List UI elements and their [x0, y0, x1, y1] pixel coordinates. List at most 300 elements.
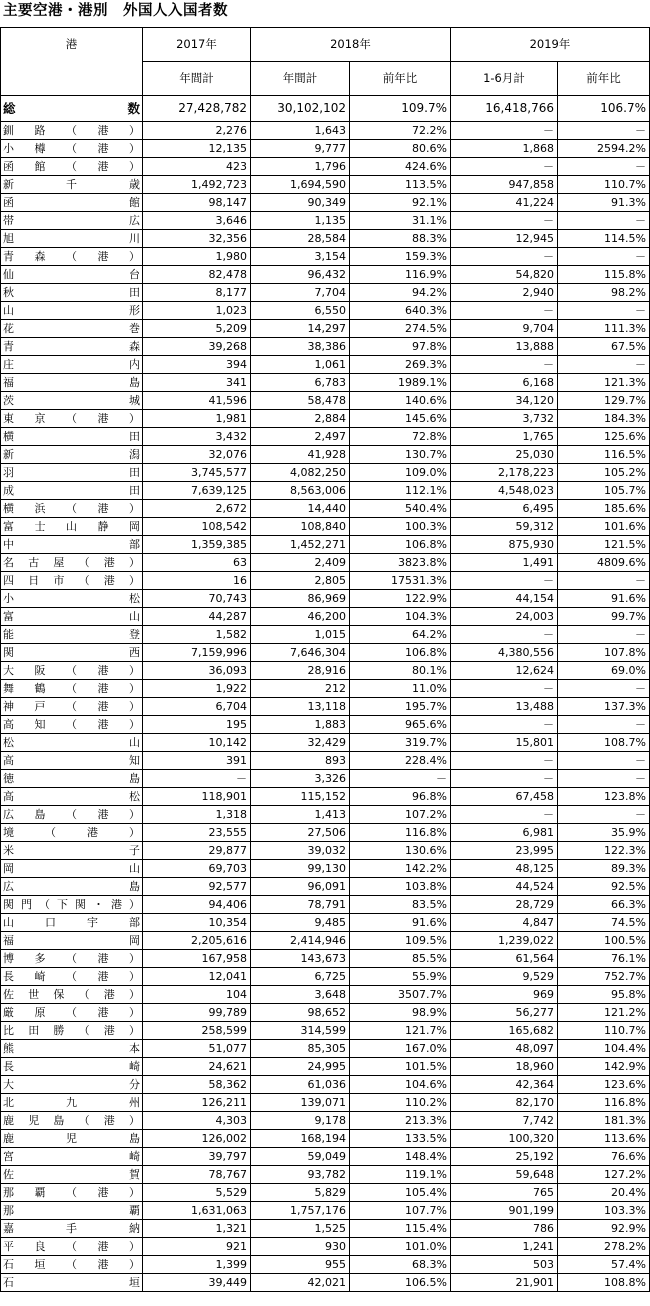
value-2018-cell: 3,326: [251, 770, 350, 788]
yoy-2018-cell: 119.1%: [350, 1166, 451, 1184]
total-2017: 27,428,782: [143, 96, 251, 122]
yoy-2019-cell: 127.2%: [558, 1166, 650, 1184]
value-2019-cell: 947,858: [451, 176, 558, 194]
yoy-2018-cell: 88.3%: [350, 230, 451, 248]
yoy-2018-cell: 148.4%: [350, 1148, 451, 1166]
yoy-2019-cell: 92.5%: [558, 878, 650, 896]
table-row: [1, 320, 650, 338]
value-2017-cell: 39,449: [143, 1274, 251, 1292]
value-2019-cell: 34,120: [451, 392, 558, 410]
value-2018-cell: 893: [251, 752, 350, 770]
value-2017-cell: 104: [143, 986, 251, 1004]
value-2017-cell: 10,142: [143, 734, 251, 752]
value-2018-cell: 14,297: [251, 320, 350, 338]
yoy-2019-cell: －: [558, 680, 650, 698]
value-2017-cell: 78,767: [143, 1166, 251, 1184]
yoy-2018-cell: 97.8%: [350, 338, 451, 356]
port-name-cell: 鹿 児 島 （ 港 ）: [1, 1112, 143, 1130]
yoy-2019-cell: 99.7%: [558, 608, 650, 626]
value-2019-cell: 25,192: [451, 1148, 558, 1166]
header-2018: 2018年: [251, 28, 451, 62]
value-2019-cell: －: [451, 302, 558, 320]
value-2018-cell: 955: [251, 1256, 350, 1274]
value-2017-cell: 41,596: [143, 392, 251, 410]
yoy-2018-cell: 85.5%: [350, 950, 451, 968]
yoy-2018-cell: 109.5%: [350, 932, 451, 950]
value-2017-cell: 341: [143, 374, 251, 392]
value-2017-cell: 92,577: [143, 878, 251, 896]
yoy-2019-cell: 57.4%: [558, 1256, 650, 1274]
yoy-2019-cell: 122.3%: [558, 842, 650, 860]
yoy-2019-cell: 92.9%: [558, 1220, 650, 1238]
yoy-2018-cell: 100.3%: [350, 518, 451, 536]
port-name-cell: 石 垣 （ 港 ）: [1, 1256, 143, 1274]
value-2019-cell: 13,488: [451, 698, 558, 716]
yoy-2018-cell: 68.3%: [350, 1256, 451, 1274]
port-name-cell: 帯 広: [1, 212, 143, 230]
yoy-2018-cell: 195.7%: [350, 698, 451, 716]
value-2017-cell: 2,672: [143, 500, 251, 518]
yoy-2018-cell: 140.6%: [350, 392, 451, 410]
value-2017-cell: －: [143, 770, 251, 788]
value-2018-cell: 1,883: [251, 716, 350, 734]
value-2018-cell: 2,884: [251, 410, 350, 428]
value-2018-cell: 1,796: [251, 158, 350, 176]
value-2018-cell: 58,478: [251, 392, 350, 410]
yoy-2019-cell: 100.5%: [558, 932, 650, 950]
table-row: [1, 1004, 650, 1022]
table-row: [1, 176, 650, 194]
value-2017-cell: 98,147: [143, 194, 251, 212]
value-2018-cell: 1,135: [251, 212, 350, 230]
value-2018-cell: 2,414,946: [251, 932, 350, 950]
value-2019-cell: 28,729: [451, 896, 558, 914]
yoy-2019-cell: 185.6%: [558, 500, 650, 518]
value-2018-cell: 1,061: [251, 356, 350, 374]
value-2018-cell: 41,928: [251, 446, 350, 464]
value-2018-cell: 14,440: [251, 500, 350, 518]
value-2017-cell: 63: [143, 554, 251, 572]
page-title: 主要空港・港別 外国人入国者数: [3, 3, 228, 19]
table-row: [1, 788, 650, 806]
table-row: [1, 410, 650, 428]
port-name-cell: 高 知: [1, 752, 143, 770]
yoy-2018-cell: 106.8%: [350, 536, 451, 554]
yoy-2019-cell: －: [558, 302, 650, 320]
value-2018-cell: 39,032: [251, 842, 350, 860]
value-2019-cell: 4,380,556: [451, 644, 558, 662]
value-2017-cell: 167,958: [143, 950, 251, 968]
value-2018-cell: 96,091: [251, 878, 350, 896]
yoy-2019-cell: 181.3%: [558, 1112, 650, 1130]
value-2018-cell: 2,805: [251, 572, 350, 590]
value-2017-cell: 99,789: [143, 1004, 251, 1022]
value-2018-cell: 99,130: [251, 860, 350, 878]
yoy-2019-cell: －: [558, 248, 650, 266]
yoy-2018-cell: 109.0%: [350, 464, 451, 482]
yoy-2018-cell: 424.6%: [350, 158, 451, 176]
value-2019-cell: －: [451, 248, 558, 266]
port-name-cell: 境 （ 港 ）: [1, 824, 143, 842]
yoy-2018-cell: 92.1%: [350, 194, 451, 212]
port-name-cell: 福 島: [1, 374, 143, 392]
yoy-2019-cell: 101.6%: [558, 518, 650, 536]
value-2018-cell: 24,995: [251, 1058, 350, 1076]
value-2018-cell: 1,452,271: [251, 536, 350, 554]
yoy-2019-cell: 125.6%: [558, 428, 650, 446]
port-name-cell: 能 登: [1, 626, 143, 644]
port-name-cell: 平 良 （ 港 ）: [1, 1238, 143, 1256]
value-2017-cell: 8,177: [143, 284, 251, 302]
value-2017-cell: 1,980: [143, 248, 251, 266]
value-2019-cell: 24,003: [451, 608, 558, 626]
value-2019-cell: 42,364: [451, 1076, 558, 1094]
port-name-cell: 四 日 市 （ 港 ）: [1, 572, 143, 590]
table-row: [1, 734, 650, 752]
value-2019-cell: －: [451, 716, 558, 734]
port-name-cell: 熊 本: [1, 1040, 143, 1058]
value-2017-cell: 36,093: [143, 662, 251, 680]
yoy-2019-cell: －: [558, 770, 650, 788]
yoy-2019-cell: 137.3%: [558, 698, 650, 716]
table-row: [1, 374, 650, 392]
value-2017-cell: 51,077: [143, 1040, 251, 1058]
value-2017-cell: 1,631,063: [143, 1202, 251, 1220]
value-2017-cell: 108,542: [143, 518, 251, 536]
value-2018-cell: 8,563,006: [251, 482, 350, 500]
value-2019-cell: 7,742: [451, 1112, 558, 1130]
port-name-cell: 神 戸 （ 港 ）: [1, 698, 143, 716]
value-2018-cell: 7,704: [251, 284, 350, 302]
value-2019-cell: 48,097: [451, 1040, 558, 1058]
yoy-2019-cell: 113.6%: [558, 1130, 650, 1148]
table-row: [1, 680, 650, 698]
value-2019-cell: 2,178,223: [451, 464, 558, 482]
yoy-2019-cell: 105.7%: [558, 482, 650, 500]
yoy-2019-cell: 123.6%: [558, 1076, 650, 1094]
value-2018-cell: 5,829: [251, 1184, 350, 1202]
yoy-2018-cell: 1989.1%: [350, 374, 451, 392]
value-2019-cell: －: [451, 770, 558, 788]
header-h1-2019: 1-6月計: [451, 62, 558, 96]
port-name-cell: 嘉 手 納: [1, 1220, 143, 1238]
yoy-2018-cell: 103.8%: [350, 878, 451, 896]
value-2019-cell: 503: [451, 1256, 558, 1274]
yoy-2018-cell: 130.6%: [350, 842, 451, 860]
value-2018-cell: 1,413: [251, 806, 350, 824]
value-2019-cell: 765: [451, 1184, 558, 1202]
table-row: [1, 1076, 650, 1094]
value-2019-cell: 6,495: [451, 500, 558, 518]
yoy-2019-cell: 66.3%: [558, 896, 650, 914]
yoy-2019-cell: 91.3%: [558, 194, 650, 212]
yoy-2018-cell: 228.4%: [350, 752, 451, 770]
value-2017-cell: 7,159,996: [143, 644, 251, 662]
port-name-cell: 宮 崎: [1, 1148, 143, 1166]
port-name-cell: 中 部: [1, 536, 143, 554]
value-2017-cell: 1,922: [143, 680, 251, 698]
table-row: [1, 428, 650, 446]
value-2019-cell: 1,765: [451, 428, 558, 446]
value-2019-cell: 4,847: [451, 914, 558, 932]
arrivals-table: [0, 27, 650, 1292]
value-2017-cell: 258,599: [143, 1022, 251, 1040]
table-row: [1, 1058, 650, 1076]
yoy-2018-cell: 116.9%: [350, 266, 451, 284]
port-name-cell: 高 松: [1, 788, 143, 806]
value-2017-cell: 394: [143, 356, 251, 374]
yoy-2019-cell: 98.2%: [558, 284, 650, 302]
value-2019-cell: 44,524: [451, 878, 558, 896]
value-2018-cell: 115,152: [251, 788, 350, 806]
table-row: [1, 356, 650, 374]
yoy-2018-cell: 91.6%: [350, 914, 451, 932]
table-row: [1, 896, 650, 914]
table-row: [1, 770, 650, 788]
value-2019-cell: 18,960: [451, 1058, 558, 1076]
value-2018-cell: 86,969: [251, 590, 350, 608]
value-2017-cell: 29,877: [143, 842, 251, 860]
table-row: [1, 518, 650, 536]
value-2017-cell: 1,981: [143, 410, 251, 428]
yoy-2019-cell: 35.9%: [558, 824, 650, 842]
value-2017-cell: 39,268: [143, 338, 251, 356]
yoy-2018-cell: 142.2%: [350, 860, 451, 878]
yoy-2019-cell: 95.8%: [558, 986, 650, 1004]
value-2018-cell: 93,782: [251, 1166, 350, 1184]
value-2018-cell: 1,757,176: [251, 1202, 350, 1220]
yoy-2018-cell: 64.2%: [350, 626, 451, 644]
value-2018-cell: 139,071: [251, 1094, 350, 1112]
yoy-2018-cell: 319.7%: [350, 734, 451, 752]
yoy-2019-cell: 752.7%: [558, 968, 650, 986]
yoy-2018-cell: 72.2%: [350, 122, 451, 140]
value-2018-cell: 1,694,590: [251, 176, 350, 194]
yoy-2019-cell: 129.7%: [558, 392, 650, 410]
value-2019-cell: －: [451, 806, 558, 824]
yoy-2019-cell: 107.8%: [558, 644, 650, 662]
yoy-2019-cell: 91.6%: [558, 590, 650, 608]
value-2019-cell: 6,168: [451, 374, 558, 392]
value-2019-cell: 61,564: [451, 950, 558, 968]
value-2018-cell: 1,643: [251, 122, 350, 140]
port-name-cell: 庄 内: [1, 356, 143, 374]
value-2018-cell: 59,049: [251, 1148, 350, 1166]
yoy-2019-cell: －: [558, 212, 650, 230]
value-2017-cell: 3,646: [143, 212, 251, 230]
value-2017-cell: 69,703: [143, 860, 251, 878]
total-2018: 30,102,102: [251, 96, 350, 122]
yoy-2019-cell: 110.7%: [558, 176, 650, 194]
port-name-cell: 大 分: [1, 1076, 143, 1094]
value-2018-cell: 1,015: [251, 626, 350, 644]
yoy-2019-cell: 142.9%: [558, 1058, 650, 1076]
value-2017-cell: 5,529: [143, 1184, 251, 1202]
header-2017: 2017年: [143, 28, 251, 62]
value-2017-cell: 1,582: [143, 626, 251, 644]
port-name-cell: 広 島 （ 港 ）: [1, 806, 143, 824]
yoy-2018-cell: 101.5%: [350, 1058, 451, 1076]
table-row: [1, 860, 650, 878]
yoy-2018-cell: 113.5%: [350, 176, 451, 194]
value-2018-cell: 28,584: [251, 230, 350, 248]
yoy-2019-cell: 110.7%: [558, 1022, 650, 1040]
yoy-2019-cell: 116.5%: [558, 446, 650, 464]
yoy-2018-cell: 11.0%: [350, 680, 451, 698]
value-2019-cell: 4,548,023: [451, 482, 558, 500]
table-row: [1, 968, 650, 986]
table-row: [1, 1022, 650, 1040]
port-name-cell: 那 覇 （ 港 ）: [1, 1184, 143, 1202]
table-row: [1, 230, 650, 248]
value-2018-cell: 28,916: [251, 662, 350, 680]
value-2018-cell: 9,485: [251, 914, 350, 932]
port-name-cell: 佐 賀: [1, 1166, 143, 1184]
table-row: [1, 446, 650, 464]
yoy-2019-cell: 108.7%: [558, 734, 650, 752]
port-name-cell: 長 崎: [1, 1058, 143, 1076]
yoy-2018-cell: 121.7%: [350, 1022, 451, 1040]
yoy-2019-cell: －: [558, 122, 650, 140]
table-row: [1, 482, 650, 500]
yoy-2018-cell: 72.8%: [350, 428, 451, 446]
table-row: [1, 1256, 650, 1274]
value-2019-cell: 21,901: [451, 1274, 558, 1292]
yoy-2019-cell: 74.5%: [558, 914, 650, 932]
value-2017-cell: 39,797: [143, 1148, 251, 1166]
table-row: [1, 1274, 650, 1292]
port-name-cell: 青 森: [1, 338, 143, 356]
value-2019-cell: 56,277: [451, 1004, 558, 1022]
value-2018-cell: 13,118: [251, 698, 350, 716]
value-2017-cell: 1,023: [143, 302, 251, 320]
table-row: [1, 698, 650, 716]
value-2019-cell: 15,801: [451, 734, 558, 752]
yoy-2019-cell: 69.0%: [558, 662, 650, 680]
value-2017-cell: 12,041: [143, 968, 251, 986]
yoy-2018-cell: 540.4%: [350, 500, 451, 518]
table-row: [1, 644, 650, 662]
yoy-2018-cell: 122.9%: [350, 590, 451, 608]
value-2019-cell: 3,732: [451, 410, 558, 428]
yoy-2018-cell: 274.5%: [350, 320, 451, 338]
port-name-cell: 松 山: [1, 734, 143, 752]
port-name-cell: 高 知 （ 港 ）: [1, 716, 143, 734]
table-row: [1, 248, 650, 266]
port-name-cell: 那 覇: [1, 1202, 143, 1220]
value-2019-cell: 67,458: [451, 788, 558, 806]
yoy-2018-cell: 98.9%: [350, 1004, 451, 1022]
yoy-2018-cell: 145.6%: [350, 410, 451, 428]
yoy-2018-cell: 96.8%: [350, 788, 451, 806]
port-name-cell: 比 田 勝 （ 港 ）: [1, 1022, 143, 1040]
port-name-cell: 青 森 （ 港 ）: [1, 248, 143, 266]
value-2019-cell: 9,529: [451, 968, 558, 986]
table-row: [1, 302, 650, 320]
port-name-cell: 厳 原 （ 港 ）: [1, 1004, 143, 1022]
value-2018-cell: 314,599: [251, 1022, 350, 1040]
port-name-cell: 旭 川: [1, 230, 143, 248]
value-2018-cell: 7,646,304: [251, 644, 350, 662]
yoy-2019-cell: 104.4%: [558, 1040, 650, 1058]
value-2018-cell: 6,783: [251, 374, 350, 392]
yoy-2019-cell: 111.3%: [558, 320, 650, 338]
value-2019-cell: 59,648: [451, 1166, 558, 1184]
value-2019-cell: 23,995: [451, 842, 558, 860]
table-row: [1, 590, 650, 608]
port-name-cell: 羽 田: [1, 464, 143, 482]
value-2018-cell: 90,349: [251, 194, 350, 212]
value-2018-cell: 108,840: [251, 518, 350, 536]
value-2019-cell: －: [451, 212, 558, 230]
table-row: [1, 752, 650, 770]
value-2018-cell: 38,386: [251, 338, 350, 356]
value-2019-cell: 48,125: [451, 860, 558, 878]
value-2017-cell: 423: [143, 158, 251, 176]
yoy-2018-cell: 3823.8%: [350, 554, 451, 572]
yoy-2018-cell: 80.6%: [350, 140, 451, 158]
table-row: [1, 1166, 650, 1184]
port-name-cell: 福 岡: [1, 932, 143, 950]
value-2017-cell: 126,211: [143, 1094, 251, 1112]
table-row: [1, 1148, 650, 1166]
value-2018-cell: 4,082,250: [251, 464, 350, 482]
value-2018-cell: 98,652: [251, 1004, 350, 1022]
port-name-cell: 山 形: [1, 302, 143, 320]
value-2017-cell: 1,359,385: [143, 536, 251, 554]
total-row: [1, 96, 650, 122]
port-name-cell: 山 口 宇 部: [1, 914, 143, 932]
value-2017-cell: 921: [143, 1238, 251, 1256]
yoy-2019-cell: 116.8%: [558, 1094, 650, 1112]
value-2018-cell: 6,550: [251, 302, 350, 320]
yoy-2018-cell: 107.7%: [350, 1202, 451, 1220]
table-row: [1, 536, 650, 554]
value-2018-cell: 3,154: [251, 248, 350, 266]
port-name-cell: 釧 路 （ 港 ）: [1, 122, 143, 140]
yoy-2018-cell: 94.2%: [350, 284, 451, 302]
value-2017-cell: 1,318: [143, 806, 251, 824]
yoy-2018-cell: 101.0%: [350, 1238, 451, 1256]
value-2018-cell: 1,525: [251, 1220, 350, 1238]
value-2019-cell: 901,199: [451, 1202, 558, 1220]
table-row: [1, 1238, 650, 1256]
yoy-2018-cell: 159.3%: [350, 248, 451, 266]
value-2017-cell: 82,478: [143, 266, 251, 284]
table-row: [1, 284, 650, 302]
table-row: [1, 464, 650, 482]
value-2017-cell: 70,743: [143, 590, 251, 608]
port-name-cell: 北 九 州: [1, 1094, 143, 1112]
value-2017-cell: 94,406: [143, 896, 251, 914]
table-row: [1, 608, 650, 626]
value-2017-cell: 12,135: [143, 140, 251, 158]
yoy-2019-cell: －: [558, 752, 650, 770]
value-2019-cell: 786: [451, 1220, 558, 1238]
table-row: [1, 914, 650, 932]
port-name-cell: 富 士 山 静 岡: [1, 518, 143, 536]
table-row: [1, 1112, 650, 1130]
table-row: [1, 1130, 650, 1148]
yoy-2018-cell: 3507.7%: [350, 986, 451, 1004]
value-2019-cell: －: [451, 158, 558, 176]
value-2017-cell: 10,354: [143, 914, 251, 932]
value-2017-cell: 44,287: [143, 608, 251, 626]
value-2018-cell: 42,021: [251, 1274, 350, 1292]
value-2019-cell: －: [451, 356, 558, 374]
table-row: [1, 1220, 650, 1238]
yoy-2019-cell: 4809.6%: [558, 554, 650, 572]
